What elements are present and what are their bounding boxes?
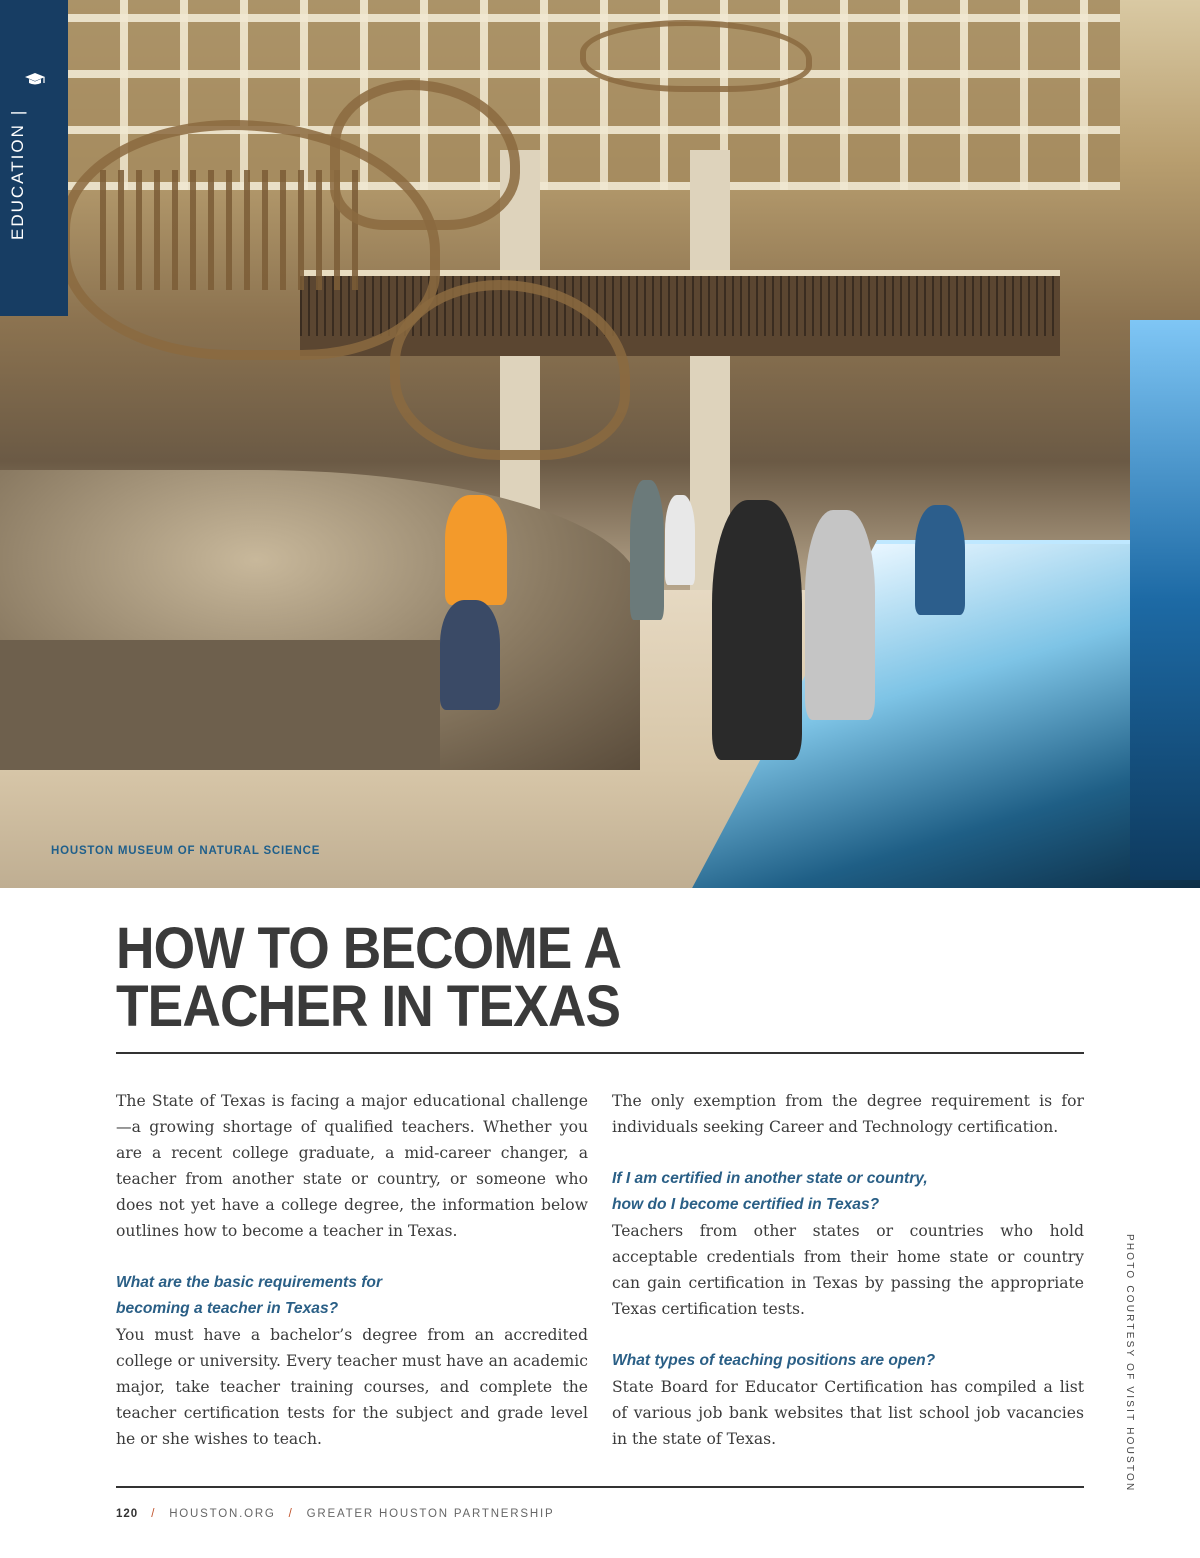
- visitor: [805, 510, 875, 720]
- page-number: 120: [116, 1508, 139, 1520]
- heading-line: how do I become certified in Texas?: [612, 1196, 880, 1213]
- heading-line: If I am certified in another state or country,: [612, 1170, 928, 1187]
- visitor: [630, 480, 664, 620]
- title-divider: [116, 1052, 1084, 1054]
- section-label: [8, 101, 28, 240]
- heading-line: What types of teaching positions are open?: [612, 1352, 936, 1369]
- footer-separator: /: [151, 1508, 157, 1520]
- visitor: [915, 505, 965, 615]
- footer-divider: [116, 1486, 1084, 1488]
- title-line: TEACHER IN TEXAS: [116, 974, 621, 1039]
- footer-site-link[interactable]: HOUSTON.ORG: [169, 1508, 276, 1520]
- page-footer: [116, 1508, 554, 1520]
- footer-separator: /: [288, 1508, 294, 1520]
- right-column: [612, 1088, 1084, 1452]
- fossil-rock-wall: [0, 640, 440, 770]
- section-separator: |: [8, 108, 27, 116]
- visitor: [665, 495, 695, 585]
- exemption-paragraph: The only exemption from the degree requirement is for individuals seeking Career and Technology certification.: [612, 1092, 1084, 1136]
- question-heading: [612, 1348, 1084, 1374]
- section-tab: [0, 0, 68, 316]
- intro-paragraph: The State of Texas is facing a major educational challenge—a growing shortage of qualified teachers. Whether you are a recent college graduate, a mid-career changer, a teacher from another state or country, or someone who does not yet have a college degree, the information below outlines how to become a teacher in Texas.: [116, 1092, 588, 1240]
- question-heading: [612, 1166, 1084, 1218]
- answer-paragraph: Teachers from other states or countries who hold acceptable credentials from their home state or country can gain certification in Texas by passing the appropriate Texas certification tests.: [612, 1222, 1084, 1318]
- visitor: [445, 495, 507, 605]
- dinosaur-ribs: [100, 170, 360, 290]
- photo-caption: HOUSTON MUSEUM OF NATURAL SCIENCE: [51, 845, 321, 857]
- title-line: HOW TO BECOME A: [116, 916, 621, 981]
- footer-publisher: GREATER HOUSTON PARTNERSHIP: [306, 1508, 555, 1520]
- visitor: [440, 600, 500, 710]
- heading-line: becoming a teacher in Texas?: [116, 1300, 339, 1317]
- heading-line: What are the basic requirements for: [116, 1274, 383, 1291]
- answer-paragraph: You must have a bachelor’s degree from an accredited college or university. Every teacher must have an academic major, take teacher training courses, and complete the teacher certification tests for the subject and grade level he or she wishes to teach.: [116, 1326, 588, 1448]
- photo-credit: PHOTO COURTESY OF VISIT HOUSTON: [1124, 1234, 1135, 1493]
- left-column: [116, 1088, 588, 1452]
- display-screen: [1130, 320, 1200, 880]
- visitor: [712, 500, 802, 760]
- article-title: [116, 916, 760, 1039]
- section-name: EDUCATION: [8, 123, 27, 240]
- graduation-cap-icon: [24, 72, 46, 88]
- question-heading: [116, 1270, 588, 1322]
- answer-paragraph: State Board for Educator Certification has compiled a list of various job bank websites that list school job vacancies in the state of Texas.: [612, 1378, 1084, 1448]
